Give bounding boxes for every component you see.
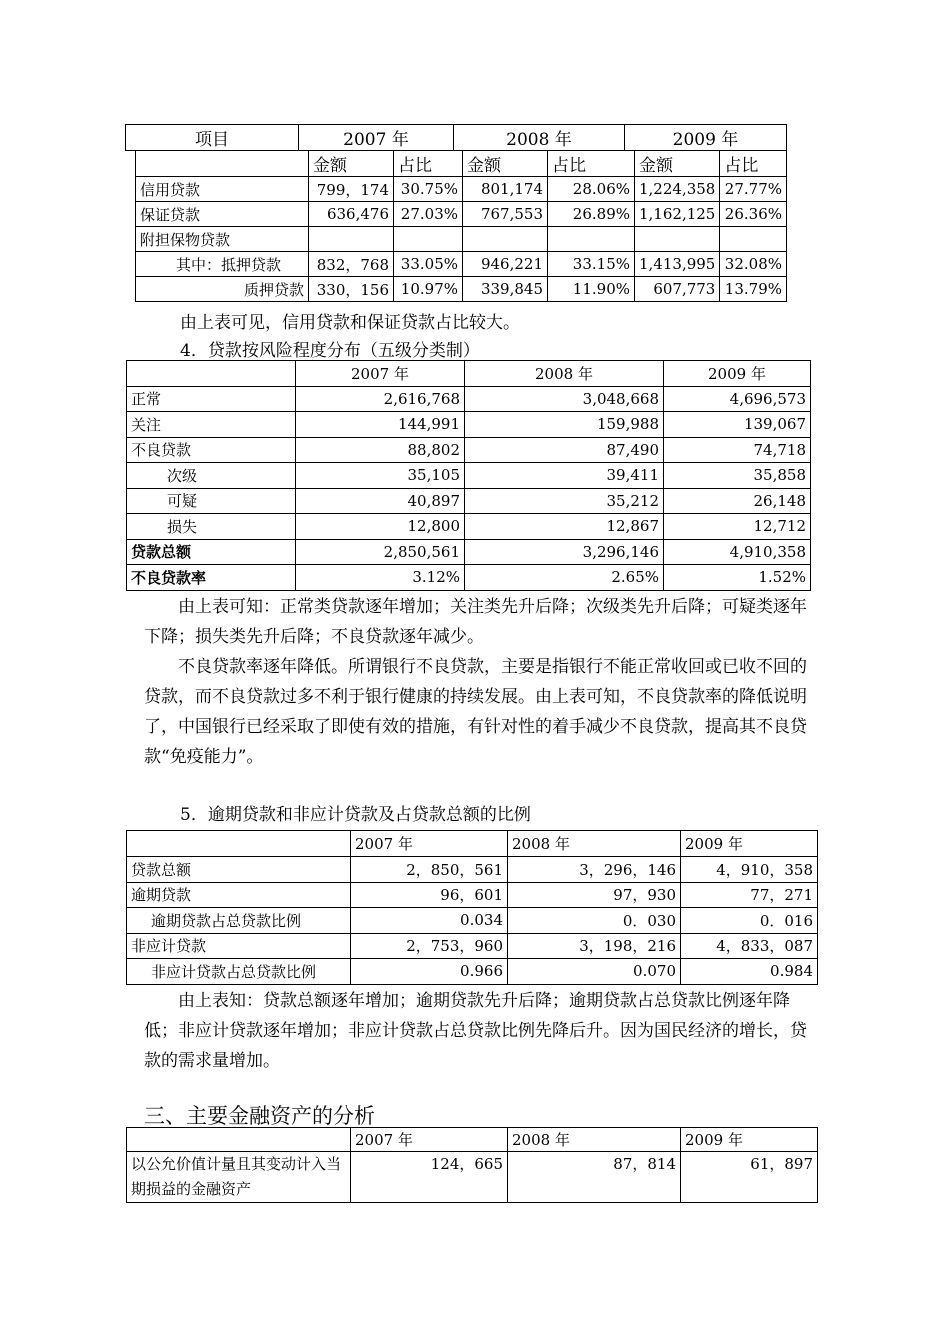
cell: 26,148 — [664, 488, 811, 514]
section-5-title: 5．逾期贷款和非应计贷款及占贷款总额的比例 — [180, 805, 531, 825]
header-2008: 2008 年 — [508, 1128, 681, 1152]
row-label: 质押贷款 — [136, 277, 309, 302]
cell: 4,696,573 — [664, 386, 811, 412]
table-row — [127, 959, 818, 985]
table-row — [127, 386, 811, 412]
cell — [463, 227, 548, 252]
cell: 33.15% — [548, 252, 635, 277]
row-label: 逾期贷款占总贷款比例 — [127, 908, 351, 934]
cell: 3，198，216 — [508, 933, 681, 959]
cell: 87，814 — [508, 1152, 681, 1203]
row-label: 以公允价值计量且其变动计入当期损益的金融资产 — [127, 1152, 351, 1203]
table-row — [127, 412, 811, 438]
section-3-heading: 三、主要金融资产的分析 — [144, 1104, 375, 1128]
row-label: 关注 — [127, 412, 296, 438]
table-row — [136, 202, 787, 227]
cell: 124，665 — [351, 1152, 508, 1203]
empty-cell — [127, 361, 296, 387]
note-1: 由上表可见，信用贷款和保证贷款占比较大。 — [180, 313, 520, 333]
sub-ratio: 占比 — [720, 151, 787, 177]
cell: 35,858 — [664, 463, 811, 489]
cell: 2，753，960 — [351, 933, 508, 959]
cell: 97，930 — [508, 882, 681, 908]
sub-amount: 金额 — [463, 151, 548, 177]
table-row — [136, 252, 787, 277]
loan-type-table — [135, 150, 787, 302]
cell: 607,773 — [635, 277, 720, 302]
row-label: 附担保物贷款 — [136, 227, 309, 252]
loan-type-table-header — [125, 124, 787, 151]
header-2009: 2009 年 — [681, 1128, 818, 1152]
table-row — [127, 857, 818, 883]
header-2007: 2007 年 — [351, 1128, 508, 1152]
cell: 0.070 — [508, 959, 681, 985]
table-row — [127, 1152, 818, 1203]
overdue-loan-table — [126, 830, 818, 985]
cell: 12,867 — [465, 514, 664, 540]
cell: 3,048,668 — [465, 386, 664, 412]
paragraph-2: 不良贷款率逐年降低。所谓银行不良贷款，主要是指银行不能正常收回或已收不回的贷款，而不良贷款过多不利于银行健康的持续发展。由上表可知，不良贷款率的降低说明了，中国银行已经采取了即使有效的措施，有针对性的着手减少不良贷款，提高其不良贷款“免疫能力”。 — [144, 657, 807, 767]
row-label: 逾期贷款 — [127, 882, 351, 908]
cell: 74,718 — [664, 437, 811, 463]
row-label: 正常 — [127, 386, 296, 412]
cell: 87,490 — [465, 437, 664, 463]
table-row — [127, 488, 811, 514]
cell: 61，897 — [681, 1152, 818, 1203]
sub-ratio: 占比 — [394, 151, 463, 177]
table-row — [127, 514, 811, 540]
cell: 767,553 — [463, 202, 548, 227]
cell: 12,800 — [296, 514, 465, 540]
row-label: 贷款总额 — [127, 539, 296, 565]
cell: 2.65% — [465, 565, 664, 591]
cell: 139,067 — [664, 412, 811, 438]
row-label: 贷款总额 — [127, 857, 351, 883]
cell: 28.06% — [548, 177, 635, 202]
empty-cell — [136, 151, 309, 177]
cell — [635, 227, 720, 252]
header-item: 项目 — [126, 125, 299, 151]
cell: 26.89% — [548, 202, 635, 227]
table-row — [127, 463, 811, 489]
header-2007: 2007 年 — [351, 831, 508, 857]
cell: 88,802 — [296, 437, 465, 463]
cell: 32.08% — [720, 252, 787, 277]
table-row — [136, 277, 787, 302]
row-label: 其中：抵押贷款 — [136, 252, 309, 277]
cell: 2,616,768 — [296, 386, 465, 412]
cell: 144,991 — [296, 412, 465, 438]
cell: 1,162,125 — [635, 202, 720, 227]
cell: 96，601 — [351, 882, 508, 908]
table-row — [136, 227, 787, 252]
cell: 27.77% — [720, 177, 787, 202]
header-2009: 2009 年 — [625, 125, 787, 151]
section-4-title: 4．贷款按风险程度分布（五级分类制） — [180, 341, 480, 361]
cell: 0.984 — [681, 959, 818, 985]
cell: 39,411 — [465, 463, 664, 489]
cell: 11.90% — [548, 277, 635, 302]
table-row — [127, 908, 818, 934]
row-label: 信用贷款 — [136, 177, 309, 202]
cell: 799，174 — [309, 177, 394, 202]
header-2007: 2007 年 — [296, 361, 465, 387]
row-label: 可疑 — [127, 488, 296, 514]
financial-assets-table — [126, 1127, 818, 1203]
sub-ratio: 占比 — [548, 151, 635, 177]
row-label: 损失 — [127, 514, 296, 540]
cell: 12,712 — [664, 514, 811, 540]
cell: 946,221 — [463, 252, 548, 277]
cell: 0.034 — [351, 908, 508, 934]
cell: 4,910,358 — [664, 539, 811, 565]
paragraph-3: 由上表知：贷款总额逐年增加；逾期贷款先升后降；逾期贷款占总贷款比例逐年降低；非应计贷款逐年增加；非应计贷款占总贷款比例先降后升。因为国民经济的增长，贷款的需求量增加。 — [144, 991, 807, 1071]
header-2009: 2009 年 — [681, 831, 818, 857]
cell: 33.05% — [394, 252, 463, 277]
risk-classification-table — [126, 360, 811, 591]
table-row — [127, 437, 811, 463]
cell: 3,296,146 — [465, 539, 664, 565]
cell: 832，768 — [309, 252, 394, 277]
cell: 1,413,995 — [635, 252, 720, 277]
cell: 330，156 — [309, 277, 394, 302]
cell: 3.12% — [296, 565, 465, 591]
cell: 10.97% — [394, 277, 463, 302]
cell: 77，271 — [681, 882, 818, 908]
cell: 26.36% — [720, 202, 787, 227]
cell — [309, 227, 394, 252]
empty-cell — [127, 1128, 351, 1152]
cell: 1,224,358 — [635, 177, 720, 202]
table-row — [127, 882, 818, 908]
cell: 339,845 — [463, 277, 548, 302]
cell: 27.03% — [394, 202, 463, 227]
cell: 35,212 — [465, 488, 664, 514]
header-2009: 2009 年 — [664, 361, 811, 387]
table-row — [136, 177, 787, 202]
header-2008: 2008 年 — [454, 125, 625, 151]
cell: 3，296，146 — [508, 857, 681, 883]
table-row — [127, 933, 818, 959]
empty-cell — [127, 831, 351, 857]
cell: 4，910，358 — [681, 857, 818, 883]
cell: 0.966 — [351, 959, 508, 985]
header-2008: 2008 年 — [465, 361, 664, 387]
cell — [394, 227, 463, 252]
cell: 1.52% — [664, 565, 811, 591]
cell: 0．030 — [508, 908, 681, 934]
cell — [720, 227, 787, 252]
cell — [548, 227, 635, 252]
row-label: 次级 — [127, 463, 296, 489]
cell: 4，833，087 — [681, 933, 818, 959]
cell: 636,476 — [309, 202, 394, 227]
table-row — [127, 539, 811, 565]
sub-amount: 金额 — [309, 151, 394, 177]
cell: 0．016 — [681, 908, 818, 934]
cell: 30.75% — [394, 177, 463, 202]
header-2008: 2008 年 — [508, 831, 681, 857]
header-2007: 2007 年 — [299, 125, 454, 151]
cell: 13.79% — [720, 277, 787, 302]
sub-amount: 金额 — [635, 151, 720, 177]
paragraph-1: 由上表可知：正常类贷款逐年增加；关注类先升后降；次级类先升后降；可疑类逐年下降；损失类先升后降；不良贷款逐年减少。 — [144, 597, 807, 647]
cell: 159,988 — [465, 412, 664, 438]
cell: 40,897 — [296, 488, 465, 514]
cell: 35,105 — [296, 463, 465, 489]
cell: 801,174 — [463, 177, 548, 202]
row-label: 非应计贷款占总贷款比例 — [127, 959, 351, 985]
row-label: 非应计贷款 — [127, 933, 351, 959]
cell: 2，850，561 — [351, 857, 508, 883]
row-label: 不良贷款率 — [127, 565, 296, 591]
cell: 2,850,561 — [296, 539, 465, 565]
row-label: 保证贷款 — [136, 202, 309, 227]
table-row — [127, 565, 811, 591]
row-label: 不良贷款 — [127, 437, 296, 463]
